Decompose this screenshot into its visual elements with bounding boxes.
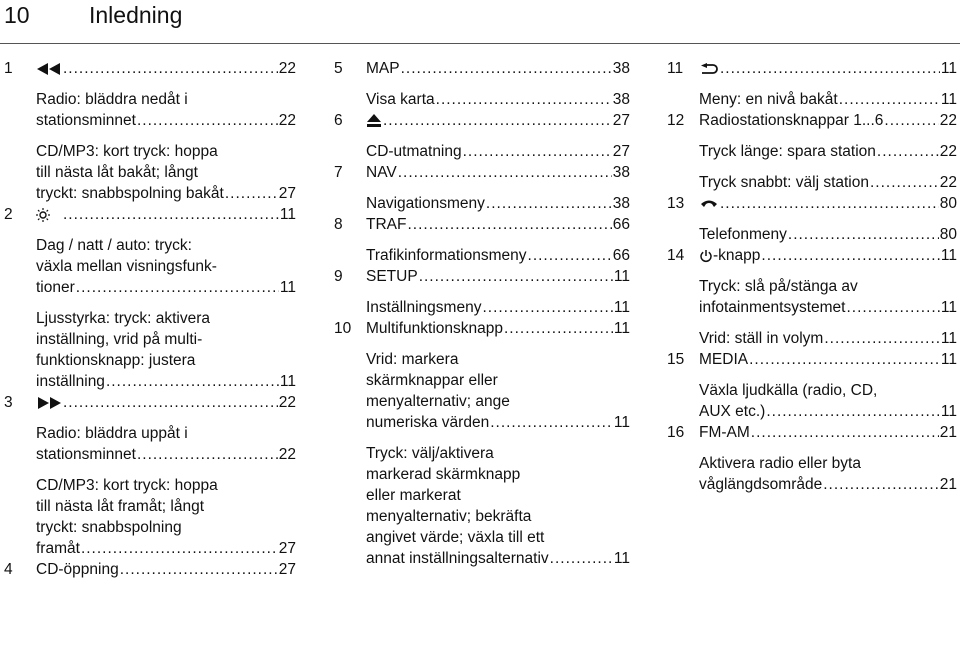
entry-line (366, 89, 630, 110)
entry-label: infotainmentsystemet (699, 299, 846, 316)
entry-text (36, 371, 105, 392)
entry-label: -knapp (713, 247, 761, 264)
legend-item (667, 110, 957, 131)
entry-label: MEDIA (699, 351, 749, 368)
item-description (667, 141, 957, 162)
entry-text (366, 318, 503, 339)
entry-line (366, 58, 630, 79)
page-reference: 27 (278, 185, 296, 202)
page-reference: 22 (939, 112, 957, 129)
leader-dots (401, 58, 612, 79)
column-1 (4, 58, 296, 580)
item-number: 5 (334, 60, 343, 77)
entry-label: Visa karta (366, 91, 435, 108)
leader-dots (877, 141, 939, 162)
description-line: Radio: bläddra uppåt i (36, 425, 188, 442)
leader-dots (823, 474, 939, 495)
description-line: Ljusstyrka: tryck: aktivera (36, 310, 210, 327)
description-line: Radio: bläddra nedåt i (36, 91, 188, 108)
entry-line (699, 89, 957, 110)
description-line: Aktivera radio eller byta (699, 455, 861, 472)
leader-dots (720, 58, 940, 79)
entry-label: stationsminnet (36, 446, 136, 463)
legend-item (334, 266, 630, 287)
item-description (334, 89, 630, 110)
entry-text (36, 538, 80, 559)
page-reference: 11 (940, 351, 957, 368)
page-reference: 11 (940, 247, 957, 264)
entry-line (366, 141, 630, 162)
item-description (4, 308, 296, 392)
entry-text (699, 474, 822, 495)
power-icon (699, 249, 713, 263)
page-header (0, 0, 960, 44)
leader-dots (419, 266, 613, 287)
entry-line (699, 58, 957, 79)
leader-dots (407, 214, 611, 235)
item-number: 16 (667, 424, 685, 441)
description-line: växla mellan visningsfunk- (36, 258, 217, 275)
page-reference: 38 (612, 60, 630, 77)
leader-dots (788, 224, 939, 245)
entry-text (699, 110, 883, 131)
entry-label: CD-öppning (36, 561, 119, 578)
page-reference: 22 (939, 174, 957, 191)
leader-dots (63, 58, 278, 79)
entry-text (699, 141, 876, 162)
entry-line (36, 58, 296, 79)
item-number: 15 (667, 351, 685, 368)
description-line: tryckt: snabbspolning (36, 519, 182, 536)
entry-line (36, 277, 296, 298)
entry-text (36, 392, 62, 413)
item-description (4, 475, 296, 559)
leader-dots (751, 422, 939, 443)
description-line: skärmknappar eller (366, 372, 498, 389)
entry-line (36, 444, 296, 465)
entry-text (366, 89, 435, 110)
leader-dots (766, 401, 940, 422)
entry-line (36, 110, 296, 131)
item-number: 9 (334, 268, 343, 285)
entry-label: stationsminnet (36, 112, 136, 129)
description-line: funktionsknapp: justera (36, 352, 196, 369)
entry-line (36, 538, 296, 559)
entry-line (366, 245, 630, 266)
entry-text (36, 183, 224, 204)
entry-line (36, 371, 296, 392)
description-line: Tryck: välj/aktivera (366, 445, 494, 462)
entry-text (36, 204, 62, 225)
item-number: 7 (334, 164, 343, 181)
entry-text (366, 214, 406, 235)
entry-text (366, 162, 397, 183)
page-reference: 80 (939, 226, 957, 243)
page-reference: 22 (278, 394, 296, 411)
page-reference: 11 (940, 299, 957, 316)
column-3 (667, 58, 957, 495)
entry-label: FM-AM (699, 424, 750, 441)
page-reference: 27 (612, 143, 630, 160)
leader-dots (63, 392, 278, 413)
entry-line (699, 224, 957, 245)
description-line: Tryck: slå på/stänga av (699, 278, 858, 295)
entry-text (366, 193, 485, 214)
entry-label: Telefonmeny (699, 226, 787, 243)
item-number: 4 (4, 561, 13, 578)
entry-label: Meny: en nivå bakåt (699, 91, 838, 108)
entry-line (366, 548, 630, 569)
page-reference: 27 (612, 112, 630, 129)
leader-dots (884, 110, 938, 131)
entry-line (699, 328, 957, 349)
entry-text (699, 297, 845, 318)
item-number: 12 (667, 112, 685, 129)
item-description (4, 235, 296, 298)
description-line: menyalternativ; bekräfta (366, 508, 532, 525)
entry-line (366, 318, 630, 339)
leader-dots (870, 172, 939, 193)
legend-item (4, 559, 296, 580)
entry-text (699, 89, 838, 110)
entry-text (699, 401, 765, 422)
entry-text (699, 224, 787, 245)
eject-icon (366, 114, 382, 128)
entry-label: annat inställningsalternativ (366, 550, 549, 567)
description-line: angivet värde; växla till ett (366, 529, 545, 546)
leader-dots (76, 277, 279, 298)
entry-line (36, 559, 296, 580)
entry-label: Inställningsmeny (366, 299, 482, 316)
header-rule (0, 43, 960, 44)
entry-text (699, 245, 760, 266)
leader-dots (463, 141, 612, 162)
entry-text (366, 110, 382, 131)
item-description (667, 328, 957, 349)
legend-item (667, 193, 957, 214)
page-reference: 22 (939, 143, 957, 160)
entry-label: Tryck länge: spara station (699, 143, 876, 160)
page-number: 10 (4, 2, 30, 28)
item-number: 14 (667, 247, 685, 264)
item-description (667, 453, 957, 495)
item-description (334, 349, 630, 433)
back-icon (699, 63, 719, 75)
leader-dots (749, 349, 940, 370)
item-description (667, 380, 957, 422)
entry-label: SETUP (366, 268, 418, 285)
entry-line (699, 245, 957, 266)
page-reference: 27 (278, 540, 296, 557)
entry-text (366, 297, 481, 318)
entry-text (699, 328, 823, 349)
item-description (334, 297, 630, 318)
description-line: CD/MP3: kort tryck: hoppa (36, 143, 218, 160)
item-number: 11 (667, 60, 684, 77)
entry-label: Vrid: ställ in volym (699, 330, 824, 347)
item-description (667, 276, 957, 318)
entry-line (366, 193, 630, 214)
entry-text (366, 141, 462, 162)
page-reference: 22 (278, 446, 296, 463)
entry-line (366, 162, 630, 183)
entry-text (36, 110, 136, 131)
leader-dots (436, 89, 612, 110)
entry-line (699, 401, 957, 422)
item-description (667, 224, 957, 245)
entry-text (699, 349, 748, 370)
entry-line (36, 204, 296, 225)
entry-label: numeriska värden (366, 414, 490, 431)
entry-label: Radiostationsknappar 1...6 (699, 112, 884, 129)
item-description (334, 193, 630, 214)
description-line: Dag / natt / auto: tryck: (36, 237, 192, 254)
leader-dots (63, 204, 279, 225)
day-night-icon (36, 208, 62, 222)
description-line: menyalternativ; ange (366, 393, 510, 410)
page-reference: 11 (613, 414, 630, 431)
item-description (334, 245, 630, 266)
legend-item (334, 214, 630, 235)
entry-line (366, 110, 630, 131)
page-reference: 27 (278, 561, 296, 578)
leader-dots (504, 318, 613, 339)
page-reference: 38 (612, 195, 630, 212)
item-description (667, 89, 957, 110)
entry-line (366, 214, 630, 235)
legend-item (667, 349, 957, 370)
seek-back-icon (36, 63, 62, 75)
entry-text (699, 422, 750, 443)
entry-text (699, 172, 869, 193)
page-reference: 38 (612, 164, 630, 181)
legend-item (4, 204, 296, 225)
page-reference: 11 (279, 206, 296, 223)
entry-line (699, 422, 957, 443)
leader-dots (120, 559, 278, 580)
phone-icon (699, 198, 719, 210)
legend-item (334, 58, 630, 79)
item-number: 10 (334, 320, 352, 337)
entry-line (366, 412, 630, 433)
page-reference: 66 (612, 216, 630, 233)
description-line: eller markerat (366, 487, 461, 504)
leader-dots (761, 245, 940, 266)
entry-line (366, 297, 630, 318)
page-reference: 11 (613, 268, 630, 285)
item-description (334, 443, 630, 569)
entry-line (699, 474, 957, 495)
leader-dots (824, 328, 940, 349)
entry-label: inställning (36, 373, 105, 390)
item-description (667, 172, 957, 193)
item-description (4, 141, 296, 204)
leader-dots (383, 110, 612, 131)
item-description (334, 141, 630, 162)
entry-line (36, 392, 296, 413)
entry-label: TRAF (366, 216, 407, 233)
description-line: CD/MP3: kort tryck: hoppa (36, 477, 218, 494)
description-line: Vrid: markera (366, 351, 459, 368)
item-number: 6 (334, 112, 343, 129)
legend-item (667, 58, 957, 79)
leader-dots (81, 538, 278, 559)
entry-text (699, 58, 719, 79)
entry-line (36, 183, 296, 204)
column-2 (334, 58, 630, 569)
leader-dots (490, 412, 613, 433)
entry-line (699, 349, 957, 370)
entry-line (699, 297, 957, 318)
item-number: 13 (667, 195, 685, 212)
entry-label: tioner (36, 279, 75, 296)
page-reference: 11 (940, 330, 957, 347)
entry-text (366, 548, 549, 569)
legend-item (4, 58, 296, 79)
item-number: 2 (4, 206, 13, 223)
page-reference: 21 (939, 424, 957, 441)
entry-text (36, 277, 75, 298)
leader-dots (839, 89, 940, 110)
page-reference: 66 (612, 247, 630, 264)
leader-dots (225, 183, 278, 204)
page-reference: 11 (613, 299, 630, 316)
legend-item (667, 245, 957, 266)
entry-label: Multifunktionsknapp (366, 320, 503, 337)
item-description (4, 423, 296, 465)
entry-text (366, 266, 418, 287)
page-reference: 11 (940, 91, 957, 108)
page-reference: 21 (939, 476, 957, 493)
entry-text (36, 444, 136, 465)
entry-text (36, 58, 62, 79)
entry-line (699, 172, 957, 193)
entry-text (36, 559, 119, 580)
legend-item (667, 422, 957, 443)
entry-text (366, 58, 400, 79)
seek-forward-icon (36, 397, 62, 409)
item-number: 1 (4, 60, 13, 77)
description-line: Växla ljudkälla (radio, CD, (699, 382, 878, 399)
page-reference: 11 (279, 279, 296, 296)
entry-label: Tryck snabbt: välj station (699, 174, 869, 191)
leader-dots (482, 297, 612, 318)
description-line: till nästa låt framåt; långt (36, 498, 204, 515)
leader-dots (398, 162, 612, 183)
leader-dots (720, 193, 939, 214)
leader-dots (846, 297, 939, 318)
entry-label: NAV (366, 164, 397, 181)
entry-text (366, 412, 489, 433)
page-reference: 11 (613, 320, 630, 337)
entry-label: våglängdsområde (699, 476, 823, 493)
page-reference: 11 (940, 60, 957, 77)
page-title: Inledning (89, 2, 183, 28)
leader-dots (106, 371, 279, 392)
description-line: till nästa låt bakåt; långt (36, 164, 198, 181)
item-description (4, 89, 296, 131)
description-line: markerad skärmknapp (366, 466, 521, 483)
leader-dots (528, 245, 612, 266)
page-reference: 11 (613, 550, 630, 567)
page-reference: 22 (278, 60, 296, 77)
entry-line (699, 110, 957, 131)
entry-label: CD-utmatning (366, 143, 462, 160)
entry-label: AUX etc.) (699, 403, 766, 420)
leader-dots (486, 193, 612, 214)
entry-label: Navigationsmeny (366, 195, 485, 212)
item-number: 3 (4, 394, 13, 411)
entry-label: MAP (366, 60, 400, 77)
description-line: inställning, vrid på multi- (36, 331, 203, 348)
leader-dots (550, 548, 613, 569)
entry-line (366, 266, 630, 287)
legend-item (334, 162, 630, 183)
entry-text (366, 245, 527, 266)
entry-text (699, 193, 719, 214)
entry-label: tryckt: snabbspolning bakåt (36, 185, 224, 202)
legend-item (334, 318, 630, 339)
page-reference: 11 (279, 373, 296, 390)
legend-item (334, 110, 630, 131)
page-reference: 38 (612, 91, 630, 108)
entry-line (699, 193, 957, 214)
entry-line (699, 141, 957, 162)
legend-item (4, 392, 296, 413)
entry-label: framåt (36, 540, 80, 557)
leader-dots (137, 110, 278, 131)
page-reference: 11 (940, 403, 957, 420)
entry-label: Trafikinformationsmeny (366, 247, 527, 264)
item-number: 8 (334, 216, 343, 233)
page-reference: 80 (939, 195, 957, 212)
leader-dots (137, 444, 278, 465)
page-reference: 22 (278, 112, 296, 129)
